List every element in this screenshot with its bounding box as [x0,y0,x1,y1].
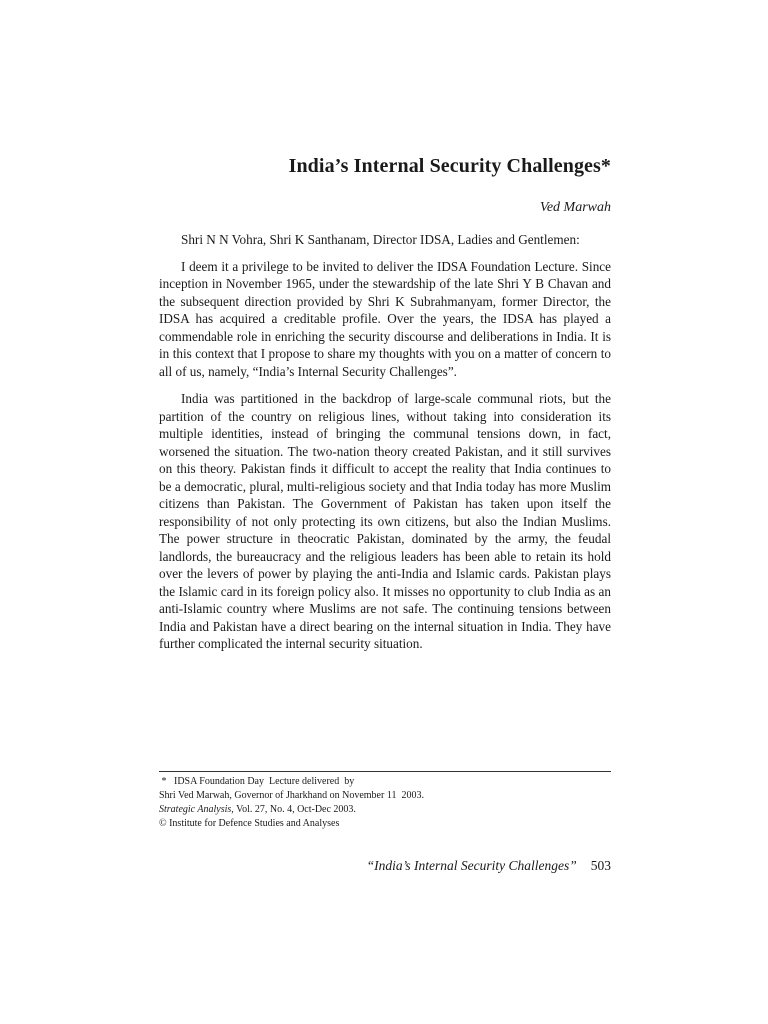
document-page [159,0,611,1024]
article-title: India’s Internal Security Challenges* [288,155,611,177]
footnote-lecture-note: * IDSA Foundation Day Lecture delivered by [159,776,355,787]
article-author: Ved Marwah [539,200,611,215]
article-body [159,231,611,662]
footnote-citation [159,803,611,817]
running-title: “India’s Internal Security Challenges” [366,858,577,873]
paragraph-partition: India was partitioned in the backdrop of large-scale communal riots, but the partition of the country on religious lines, without taking into consideration its multiple identities, instead of bringing the communal tensions down, in fact, worsened the situation. The two-nation theory created Pakistan, and it still survives on this theory. Pakistan finds it difficult to accept the reality that India continues to be a democratic, plural, multi-religious society and that India today has more Muslim citizens than Pakistan. The Government of Pakistan has taken upon itself the responsibility of not only protecting its own citizens, but also the Indian Muslims. The power structure in theocratic Pakistan, dominated by the army, the feudal landlords, the bureaucracy and the religious leaders has been able to retain its hold over the levers of power by playing the anti-India and Islamic cards. Pakistan plays the Islamic card in its foreign policy also. It misses no opportunity to club India as an anti-Islamic country where Muslims are not safe. The continuing tensions between India and Pakistan have a direct bearing on the internal situation in India. They have further complicated the internal security situation. [159,391,611,651]
footnote-copyright: © Institute for Defence Studies and Analyses [159,818,340,829]
journal-name: Strategic Analysis, [159,804,234,815]
page-number: 503 [590,858,611,873]
journal-volume: Vol. 27, No. 4, Oct-Dec 2003. [233,804,356,815]
footnotes [159,775,611,831]
running-footer [159,858,611,874]
footnote-divider [159,771,611,772]
paragraph-introduction: I deem it a privilege to be invited to deliver the IDSA Foundation Lecture. Since inception in November 1965, under the stewardship of the late Shri Y B Chavan and the subsequent direction provided by Shri K Subrahmanyam, former Director, the IDSA has acquired a creditable profile. Over the years, the IDSA has played a commendable role in enriching the security discourse and deliberations in India. It is in this context that I propose to share my thoughts with you on a matter of concern to all of us, namely, “India’s Internal Security Challenges”. [159,258,611,379]
footnote-speaker-note: Shri Ved Marwah, Governor of Jharkhand on November 11 2003. [159,790,424,801]
paragraph-salutation: Shri N N Vohra, Shri K Santhanam, Director IDSA, Ladies and Gentlemen: [181,232,580,247]
